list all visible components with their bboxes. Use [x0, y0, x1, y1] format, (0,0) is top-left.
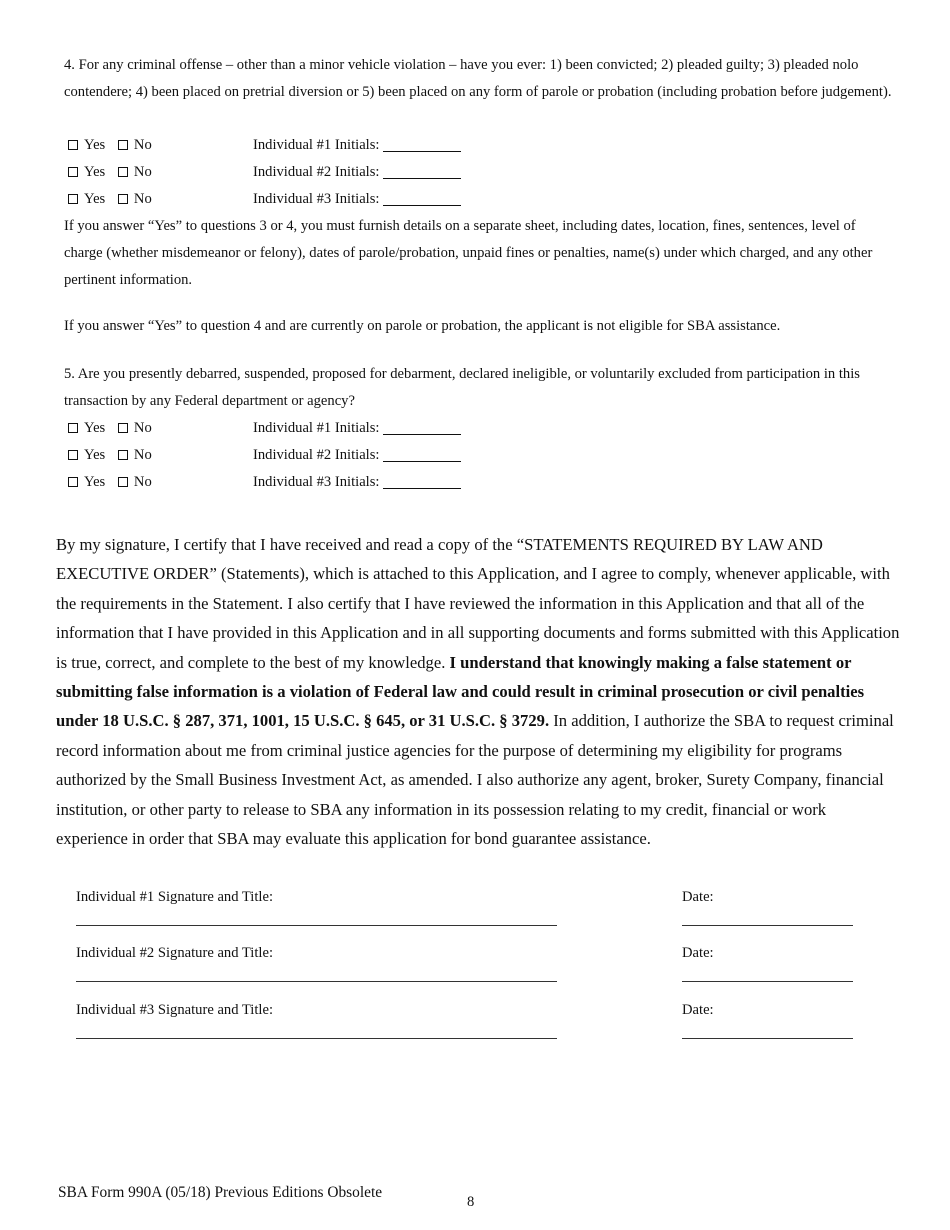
- initials-label: Individual #1 Initials:: [253, 137, 380, 153]
- no-label: No: [133, 137, 152, 153]
- initials-field[interactable]: [383, 420, 461, 435]
- initials-label: Individual #2 Initials:: [253, 164, 380, 180]
- page-number: 8: [467, 1194, 475, 1210]
- yes-label: Yes: [84, 447, 106, 463]
- question-4-row-3: [68, 188, 380, 210]
- date-label-2: Date:: [682, 945, 714, 961]
- no-label: No: [133, 164, 152, 180]
- question-5-text: 5. Are you presently debarred, suspended, proposed for debarment, declared ineligible, or voluntarily excluded from participation in this transaction by any Federal department or agency?: [64, 366, 860, 409]
- yes-checkbox[interactable]: [68, 477, 78, 487]
- parole-note: If you answer “Yes” to question 4 and are currently on parole or probation, the applicant is not eligible for SBA assistance.: [64, 318, 781, 334]
- yes-checkbox[interactable]: [68, 450, 78, 460]
- signature-line-1[interactable]: [76, 925, 557, 926]
- date-line-2[interactable]: [682, 981, 853, 982]
- initials-label: Individual #3 Initials:: [253, 191, 380, 207]
- signature-label-1: Individual #1 Signature and Title:: [76, 889, 274, 905]
- yes-label: Yes: [84, 474, 106, 490]
- date-line-3[interactable]: [682, 1038, 853, 1039]
- certification-warning: I understand that knowingly making a false statement or submitting false information is a violation of Federal law and could result in criminal prosecution or civil penalties under 18 U.S.C. § 287, 371, 1001, 15 U.S.C. § 645, or 31 U.S.C. § 3729.: [56, 652, 865, 731]
- yes-label: Yes: [84, 164, 106, 180]
- details-note: If you answer “Yes” to questions 3 or 4, you must furnish details on a separate sheet, including dates, location, fines, sentences, level of charge (whether misdemeanor or felony), dates of parole/probation, unpaid fines or penalties, name(s) under which charged, and any other pertinent information.: [64, 218, 873, 288]
- signature-line-3[interactable]: [76, 1038, 557, 1039]
- date-label-3: Date:: [682, 1002, 714, 1018]
- initials-field[interactable]: [383, 447, 461, 462]
- question-5-row-3: [68, 471, 380, 493]
- yes-checkbox[interactable]: [68, 194, 78, 204]
- certification-text: By my signature, I certify that I have received and read a copy of the “STATEMENTS REQUIRED BY LAW AND EXECUTIVE ORDER” (Statements), which is attached to this Application, and I agree to comply, whenever applicable, with the requirements in the Statement. I also certify that I have reviewed the information in this Application and that all of the information that I have provided in this Application and in all supporting documents and forms submitted with this Application is true, correct, and complete to the best of my knowledge.: [56, 535, 900, 672]
- no-checkbox[interactable]: [118, 423, 128, 433]
- yes-label: Yes: [84, 137, 106, 153]
- signature-label-3: Individual #3 Signature and Title:: [76, 1002, 274, 1018]
- initials-label: Individual #3 Initials:: [253, 474, 380, 490]
- signature-label-2: Individual #2 Signature and Title:: [76, 945, 274, 961]
- question-4-row-1: [68, 134, 380, 156]
- no-label: No: [133, 447, 152, 463]
- yes-checkbox[interactable]: [68, 140, 78, 150]
- date-label-1: Date:: [682, 889, 714, 905]
- no-checkbox[interactable]: [118, 194, 128, 204]
- no-checkbox[interactable]: [118, 450, 128, 460]
- question-4-text: 4. For any criminal offense – other than a minor vehicle violation – have you ever: 1) been convicted; 2) pleaded guilty; 3) pleaded nolo contendere; 4) been placed on pretrial diversion or 5) been placed on any form of parole or probation (including probation before judgement).: [64, 57, 892, 100]
- certification-paragraph: [56, 530, 901, 853]
- form-footer: SBA Form 990A (05/18) Previous Editions Obsolete: [58, 1184, 383, 1201]
- initials-field[interactable]: [383, 164, 461, 179]
- no-label: No: [133, 191, 152, 207]
- initials-label: Individual #1 Initials:: [253, 420, 380, 436]
- certification-authorization: In addition, I authorize the SBA to request criminal record information about me from criminal justice agencies for the purpose of determining my eligibility for programs authorized by the Small Business Investment Act, as amended. I also authorize any agent, broker, Surety Company, financial institution, or other party to release to SBA any information in its possession relating to my credit, financial or work experience in order that SBA may evaluate this application for bond guarantee assistance.: [56, 711, 894, 849]
- yes-label: Yes: [84, 191, 106, 207]
- initials-label: Individual #2 Initials:: [253, 447, 380, 463]
- yes-checkbox[interactable]: [68, 167, 78, 177]
- question-4-row-2: [68, 161, 380, 183]
- yes-checkbox[interactable]: [68, 423, 78, 433]
- no-checkbox[interactable]: [118, 167, 128, 177]
- date-line-1[interactable]: [682, 925, 853, 926]
- no-checkbox[interactable]: [118, 140, 128, 150]
- signature-line-2[interactable]: [76, 981, 557, 982]
- initials-field[interactable]: [383, 137, 461, 152]
- question-5-row-1: [68, 417, 380, 439]
- no-label: No: [133, 420, 152, 436]
- yes-label: Yes: [84, 420, 106, 436]
- initials-field[interactable]: [383, 474, 461, 489]
- no-checkbox[interactable]: [118, 477, 128, 487]
- no-label: No: [133, 474, 152, 490]
- initials-field[interactable]: [383, 191, 461, 206]
- question-5-row-2: [68, 444, 380, 466]
